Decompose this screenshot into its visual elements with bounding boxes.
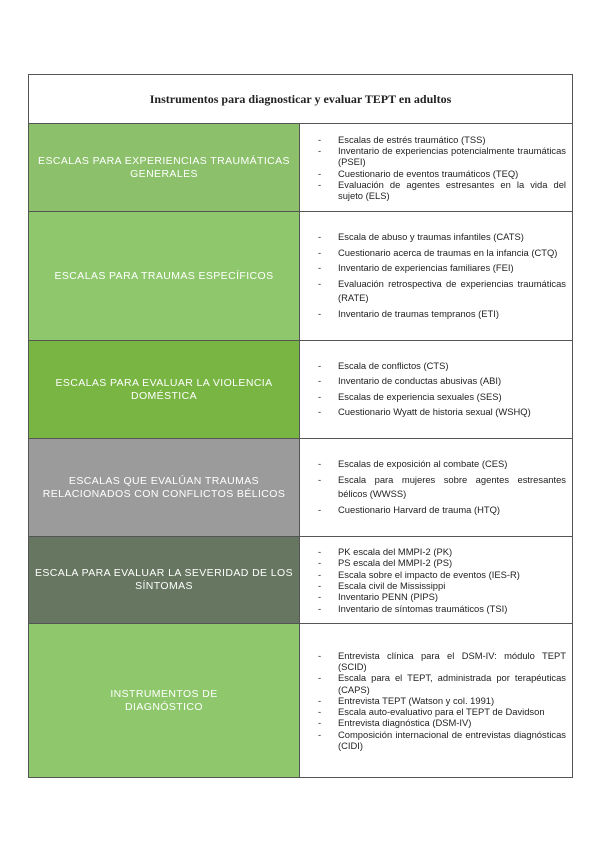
list-item: - Inventario de traumas tempranos (ETI)	[318, 307, 566, 322]
list-item: - Evaluación retrospectiva de experiencias traumáticas (RATE)	[318, 277, 566, 306]
list-item: - Entrevista clínica para el DSM-IV: módulo TEPT (SCID)	[318, 650, 566, 673]
category-cell: ESCALA PARA EVALUAR LA SEVERIDAD DE LOS SÍNTOMAS	[29, 537, 300, 623]
list-item: - Cuestionario Harvard de trauma (HTQ)	[318, 503, 566, 518]
items-cell	[300, 624, 572, 777]
list-item: - Inventario de síntomas traumáticos (TSI)	[318, 603, 566, 614]
list-item: - Cuestionario de eventos traumáticos (TEQ)	[318, 168, 566, 179]
list-item: - Inventario de experiencias familiares (FEI)	[318, 261, 566, 276]
list-item: - Escalas de exposición al combate (CES)	[318, 457, 566, 472]
table-row	[29, 341, 572, 439]
list-item: - Inventario de experiencias potencialmente traumáticas (PSEI)	[318, 145, 566, 168]
list-item: - Composición internacional de entrevistas diagnósticas (CIDI)	[318, 729, 566, 752]
table-row	[29, 537, 572, 624]
items-list	[318, 230, 566, 322]
items-cell	[300, 439, 572, 536]
table-title: Instrumentos para diagnosticar y evaluar TEPT en adultos	[29, 75, 572, 124]
category-cell: ESCALAS PARA TRAUMAS ESPECÍFICOS	[29, 212, 300, 340]
items-list	[318, 359, 566, 421]
list-item: - Cuestionario acerca de traumas en la infancia (CTQ)	[318, 246, 566, 261]
items-list	[318, 546, 566, 614]
items-cell	[300, 212, 572, 340]
category-cell: INSTRUMENTOS DE DIAGNÓSTICO	[29, 624, 300, 777]
list-item: - Escala de conflictos (CTS)	[318, 359, 566, 374]
list-item: - PK escala del MMPI-2 (PK)	[318, 546, 566, 557]
list-item: - Escalas de estrés traumático (TSS)	[318, 134, 566, 145]
category-cell: ESCALAS PARA EXPERIENCIAS TRAUMÁTICAS GENERALES	[29, 124, 300, 211]
category-cell: ESCALAS QUE EVALÚAN TRAUMAS RELACIONADOS CON CONFLICTOS BÉLICOS	[29, 439, 300, 536]
list-item: - Escala civil de Mississippi	[318, 580, 566, 591]
list-item: - Escala sobre el impacto de eventos (IES-R)	[318, 569, 566, 580]
list-item: - Evaluación de agentes estresantes en la vida del sujeto (ELS)	[318, 179, 566, 202]
list-item: - Inventario de conductas abusivas (ABI)	[318, 374, 566, 389]
list-item: - Escala para el TEPT, administrada por terapéuticas (CAPS)	[318, 672, 566, 695]
list-item: - Inventario PENN (PIPS)	[318, 591, 566, 602]
table-row	[29, 624, 572, 777]
list-item: - Entrevista diagnóstica (DSM-IV)	[318, 717, 566, 728]
table-row	[29, 439, 572, 537]
table-row	[29, 212, 572, 341]
items-list	[318, 457, 566, 518]
list-item: - Escalas de experiencia sexuales (SES)	[318, 390, 566, 405]
category-cell: ESCALAS PARA EVALUAR LA VIOLENCIA DOMÉSTICA	[29, 341, 300, 438]
table-row	[29, 124, 572, 212]
list-item: - Entrevista TEPT (Watson y col. 1991)	[318, 695, 566, 706]
list-item: - Escala de abuso y traumas infantiles (CATS)	[318, 230, 566, 245]
items-cell	[300, 341, 572, 438]
tept-instruments-table	[28, 74, 573, 778]
items-cell	[300, 537, 572, 623]
items-cell	[300, 124, 572, 211]
list-item: - PS escala del MMPI-2 (PS)	[318, 557, 566, 568]
list-item: - Cuestionario Wyatt de historia sexual (WSHQ)	[318, 405, 566, 420]
items-list	[318, 134, 566, 202]
list-item: - Escala para mujeres sobre agentes estresantes bélicos (WWSS)	[318, 473, 566, 502]
list-item: - Escala auto-evaluativo para el TEPT de Davidson	[318, 706, 566, 717]
items-list	[318, 650, 566, 752]
